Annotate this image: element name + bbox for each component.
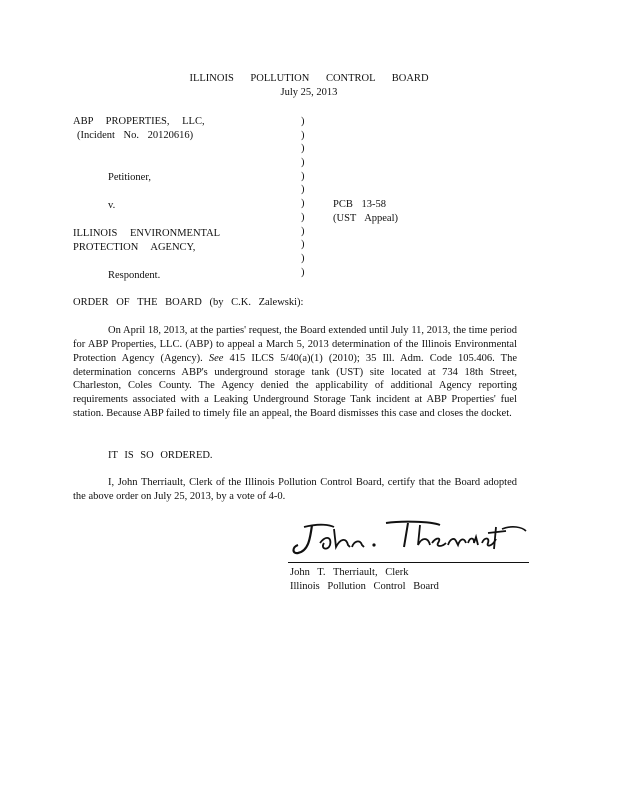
petitioner-label: Petitioner, bbox=[108, 172, 152, 183]
clerk-block bbox=[290, 566, 439, 594]
caption-paren: ) bbox=[301, 129, 305, 141]
clerk-name: John T. Therriault, Clerk bbox=[290, 567, 409, 578]
see-signal: See bbox=[208, 352, 224, 364]
caption-paren: ) bbox=[301, 225, 305, 237]
respondent-label: Respondent. bbox=[108, 270, 161, 281]
order-heading: ORDER OF THE BOARD (by C.K. Zalewski): bbox=[73, 297, 304, 308]
caption-paren: ) bbox=[301, 252, 305, 264]
respondent-name-line-1: ILLINOIS ENVIRONMENTAL bbox=[73, 228, 221, 239]
signature-line bbox=[288, 562, 529, 563]
petitioner-name: ABP PROPERTIES, LLC, bbox=[73, 116, 205, 127]
caption-paren: ) bbox=[301, 170, 305, 182]
caption-paren: ) bbox=[301, 143, 305, 155]
order-paragraph bbox=[73, 324, 517, 421]
document-header bbox=[0, 72, 618, 100]
clerk-certification: I, John Therriault, Clerk of the Illinois Pollution Control Board, certify that the Board adopted the above order on July 25, 2013, by a vote of 4-0. bbox=[73, 477, 517, 502]
caption-paren: ) bbox=[301, 239, 305, 251]
case-number: PCB 13-58 bbox=[333, 199, 386, 210]
versus-label: v. bbox=[108, 200, 116, 211]
order-paragraph-part-2: 415 ILCS 5/40(a)(1) (2010); 35 Ill. Adm. Code 105.406. The determination concerns ABP's underground storage tank (UST) site located at 734 18th Street, Charleston, Coles County. The Agency denied the applicability of additional Agency reporting requirements associated with a Leaking Underground Storage Tank incident at ABP Properties' fuel station. Because ABP failed to timely file an appeal, the Board dismisses this case and closes the docket. bbox=[73, 352, 517, 420]
caption-parentheses bbox=[301, 115, 311, 279]
order-paragraph-part-1: On April 18, 2013, at the parties' request, the Board extended until July 11, 2013, the time period for ABP Properties, LLC. (ABP) to appeal a March 5, 2013 determination of the Illinois Environmental Protection Agency (Agency). bbox=[73, 325, 517, 364]
caption-paren: ) bbox=[301, 198, 305, 210]
clerk-organization: Illinois Pollution Control Board bbox=[290, 581, 439, 592]
case-type: (UST Appeal) bbox=[333, 213, 399, 224]
incident-number: (Incident No. 20120616) bbox=[77, 130, 194, 141]
signature-graphic bbox=[290, 515, 530, 565]
caption-paren: ) bbox=[301, 116, 305, 127]
caption-paren: ) bbox=[301, 211, 305, 223]
clerk-signature bbox=[290, 515, 530, 565]
caption-paren: ) bbox=[301, 184, 305, 196]
order-date: July 25, 2013 bbox=[280, 86, 338, 98]
case-caption bbox=[73, 115, 303, 283]
case-number-block bbox=[333, 198, 473, 226]
signature-text: John T. Therriault bbox=[290, 564, 298, 565]
respondent-name-line-2: PROTECTION AGENCY, bbox=[73, 242, 196, 253]
caption-paren: ) bbox=[301, 266, 305, 278]
so-ordered: IT IS SO ORDERED. bbox=[108, 450, 213, 461]
board-title: ILLINOIS POLLUTION CONTROL BOARD bbox=[189, 73, 429, 84]
caption-paren: ) bbox=[301, 157, 305, 169]
